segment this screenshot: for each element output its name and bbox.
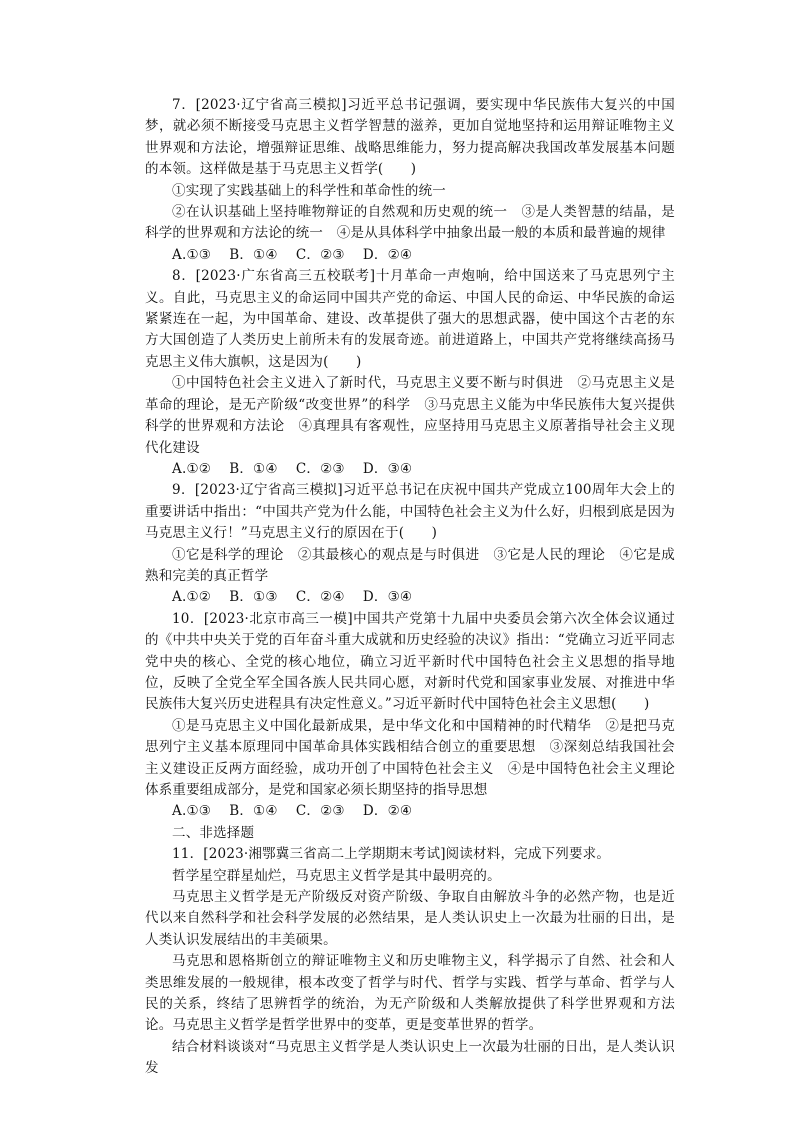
question-9-statements: ①它是科学的理论 ②其最核心的观点是与时俱进 ③它是人民的理论 ④它是成熟和完美的真正哲学 — [145, 546, 675, 584]
question-8-stem: 8．[2023·广东省高三五校联考]十月革命一声炮响，给中国送来了马克思列宁主义。自此，马克思主义的命运同中国共产党的命运、中国人民的命运、中华民族的命运紧紧连在一起，为中国革命、建设、改革提供了强大的思想武器，使中国这个古老的东方大国创造了人类历史上前所未有的发展奇迹。前进道路上，中国共产党将继续高扬马克思主义伟大旗帜，这是因为( ) — [145, 268, 675, 370]
question-11-stem: 11．[2023·湘鄂冀三省高二上学期期末考试]阅读材料，完成下列要求。 — [172, 846, 611, 863]
question-7-stem: 7．[2023·辽宁省高三模拟]习近平总书记强调，要实现中华民族伟大复兴的中国梦，就必须不断接受马克思主义哲学智慧的滋养，更加自觉地坚持和运用辩证唯物主义世界观和方法论，增强辩证思维、战略思维能力，努力提高解决我国改革发展基本问题的本领。这样做是基于马克思主义哲学( ) — [145, 97, 675, 178]
question-8-options: A.①② B．①④ C．②③ D．③④ — [172, 460, 413, 477]
question-7-options: A.①③ B．①④ C．②③ D．②④ — [172, 246, 413, 263]
question-10-options: A.①③ B．①④ C．②③ D．②④ — [172, 803, 413, 820]
question-8-statements: ①中国特色社会主义进入了新时代，马克思主义要不断与时俱进 ②马克思主义是革命的理论，是无产阶级“改变世界”的科学 ③马克思主义能为中华民族伟大复兴提供科学的世界观和方法论 ④真理具有客观性，应坚持用马克思主义原著指导社会主义现代化建设 — [145, 375, 675, 456]
question-11-paragraph-3: 马克思和恩格斯创立的辩证唯物主义和历史唯物主义，科学揭示了自然、社会和人类思维发展的一般规律，根本改变了哲学与时代、哲学与实践、哲学与革命、哲学与人民的关系，终结了思辨哲学的统治，为无产阶级和人类解放提供了科学世界观和方法论。马克思主义哲学是哲学世界中的变革，更是变革世界的哲学。 — [145, 953, 675, 1034]
question-7-statement-1: ①实现了实践基础上的科学性和革命性的统一 — [172, 182, 446, 199]
question-10-statements: ①是马克思主义中国化最新成果，是中华文化和中国精神的时代精华 ②是把马克思列宁主义基本原理同中国革命具体实践相结合创立的重要思想 ③深刻总结我国社会主义建设正反两方面经验，成功开创了中国特色社会主义 ④是中国特色社会主义理论体系重要组成部分，是党和国家必须长期坚持的指导思想 — [145, 717, 675, 798]
question-11-prompt: 结合材料谈谈对“马克思主义哲学是人类认识史上一次最为壮丽的日出，是人类认识发 — [145, 1038, 675, 1077]
question-9-options: A.①② B．①③ C．②④ D．③④ — [172, 589, 413, 606]
question-11-paragraph-1: 哲学星空群星灿烂，马克思主义哲学是其中最明亮的。 — [172, 867, 501, 884]
section-title: 二、非选择题 — [172, 824, 255, 841]
question-11-paragraph-2: 马克思主义哲学是无产阶级反对资产阶级、争取自由解放斗争的必然产物，也是近代以来自然科学和社会科学发展的必然结果，是人类认识史上一次最为壮丽的日出，是人类认识发展结出的丰美硕果。 — [145, 889, 675, 948]
question-10-stem: 10．[2023·北京市高三一模]中国共产党第十九届中央委员会第六次全体会议通过的《中共中央关于党的百年奋斗重大成就和历史经验的决议》指出：“党确立习近平同志党中央的核心、全党的核心地位，确立习近平新时代中国特色社会主义思想的指导地位，反映了全党全军全国各族人民共同心愿，对新时代党和国家事业发展、对推进中华民族伟大复兴历史进程具有决定性意义。”习近平新时代中国特色社会主义思想( ) — [145, 610, 675, 713]
question-7-statement-2: ②在认识基础上坚持唯物辩证的自然观和历史观的统一 ③是人类智慧的结晶，是科学的世界观和方法论的统一 ④是从具体科学中抽象出最一般的本质和最普遍的规律 — [145, 204, 675, 242]
page-content — [145, 95, 675, 1080]
question-9-stem: 9．[2023·辽宁省高三模拟]习近平总书记在庆祝中国共产党成立100周年大会上的重要讲话中指出：“中国共产党为什么能，中国特色社会主义为什么好，归根到底是因为马克思主义行！”马克思主义行的原因在于( ) — [145, 482, 675, 542]
